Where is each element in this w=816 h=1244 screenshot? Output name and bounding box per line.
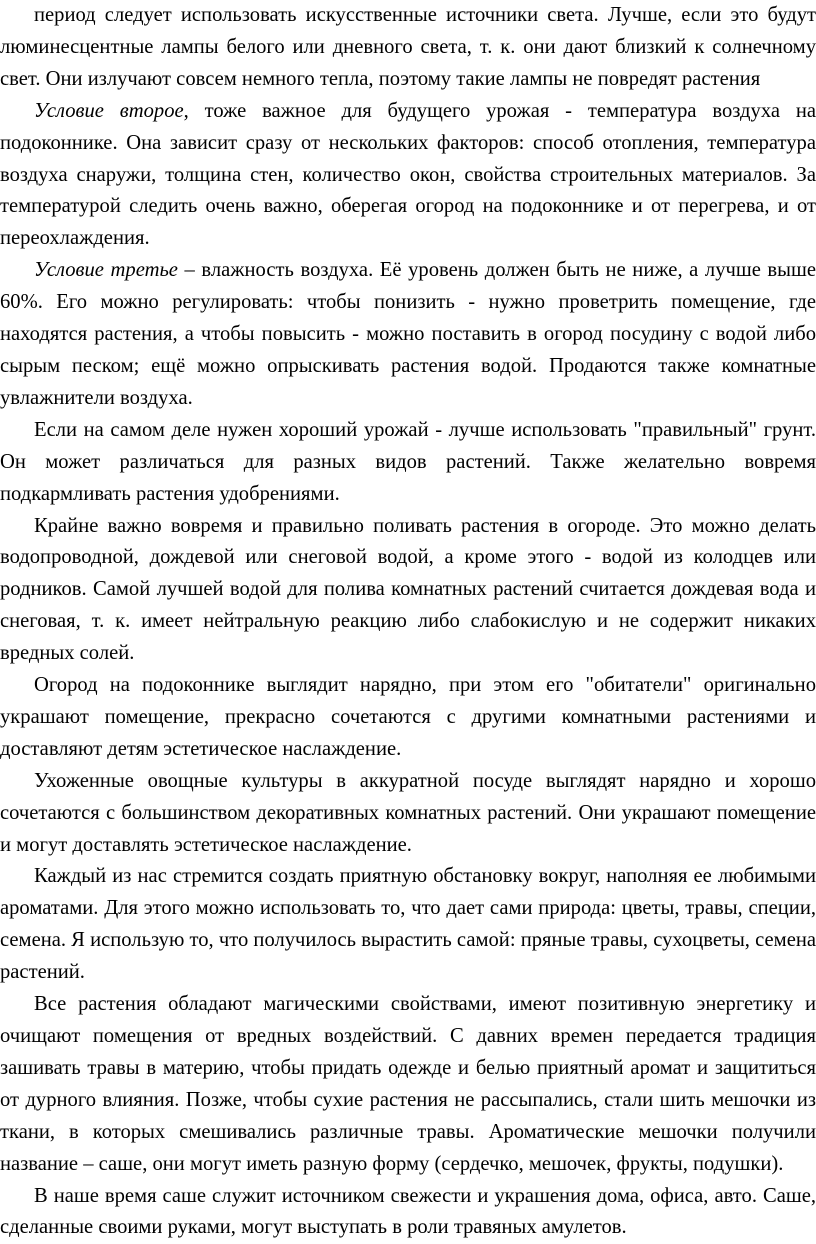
- paragraph-1-text: период следует использовать искусственные источники света. Лучше, если это будут люминесцентные лампы белого или дневного света, т. к. они дают близкий к солнечному свет. Они излучают совсем немного тепла, поэтому такие лампы не повредят растения: [0, 4, 816, 90]
- paragraph-2-lead: Условие второе: [34, 99, 184, 122]
- paragraph-7: [0, 766, 816, 862]
- paragraph-6: [0, 670, 816, 766]
- paragraph-3: [0, 255, 816, 415]
- paragraph-5: [0, 511, 816, 671]
- paragraph-3-text: – влажность воздуха. Её уровень должен быть не ниже, а лучше выше 60%. Его можно регулировать: чтобы понизить - нужно проветрить помещение, где находятся растения, а чтобы повысить - можно поставить в огород посудину с водой либо сырым песком; ещё можно опрыскивать растения водой. Продаются также комнатные увлажнители воздуха.: [0, 259, 816, 409]
- paragraph-1: [0, 0, 816, 96]
- paragraph-4-text: Если на самом деле нужен хороший урожай - лучше использовать "правильный" грунт. Он может различаться для разных видов растений. Также желательно вовремя подкармливать растения удобрениями.: [0, 418, 816, 505]
- paragraph-5-text: Крайне важно вовремя и правильно поливать растения в огороде. Это можно делать водопроводной, дождевой или снеговой водой, а кроме этого - водой из колодцев или родников. Самой лучшей водой для полива комнатных растений считается дождевая вода и снеговая, т. к. имеет нейтральную реакцию либо слабокислую и не содержит никаких вредных солей.: [0, 514, 816, 665]
- paragraph-8-text: Каждый из нас стремится создать приятную обстановку вокруг, наполняя ее любимыми ароматами. Для этого можно использовать то, что дает сами природа: цветы, травы, специи, семена. Я использую то, что получилось вырастить самой: пряные травы, сухоцветы, семена растений.: [0, 865, 816, 984]
- paragraph-10: [0, 1181, 816, 1244]
- paragraph-8: [0, 861, 816, 989]
- paragraph-2: [0, 96, 816, 256]
- paragraph-2-text: , тоже важное для будущего урожая - температура воздуха на подоконнике. Она зависит сразу от нескольких факторов: способ отопления, температура воздуха снаружи, толщина стен, количество окон, свойства строительных материалов. За температурой следить очень важно, оберегая огород на подоконнике и от перегрева, и от переохлаждения.: [0, 99, 816, 250]
- paragraph-9: [0, 989, 816, 1180]
- paragraph-3-lead: Условие третье: [34, 259, 178, 282]
- paragraph-4: [0, 415, 816, 511]
- paragraph-10-text: В наше время саше служит источником свежести и украшения дома, офиса, авто. Саше, сделанные своими руками, могут выступать в роли травяных амулетов.: [0, 1184, 816, 1239]
- paragraph-6-text: Огород на подоконнике выглядит нарядно, при этом его "обитатели" оригинально украшают помещение, прекрасно сочетаются с другими комнатными растениями и доставляют детям эстетическое наслаждение.: [0, 674, 816, 760]
- paragraph-9-text: Все растения обладают магическими свойствами, имеют позитивную энергетику и очищают помещения от вредных воздействий. С давних времен передается традиция зашивать травы в материю, чтобы придать одежде и белью приятный аромат и защититься от дурного влияния. Позже, чтобы сухие растения не рассыпались, стали шить мешочки из ткани, в которых смешивались различные травы. Ароматические мешочки получили название – саше, они могут иметь разную форму (сердечко, мешочек, фрукты, подушки).: [0, 993, 816, 1175]
- paragraph-7-text: Ухоженные овощные культуры в аккуратной посуде выглядят нарядно и хорошо сочетаются с большинством декоративных комнатных растений. Они украшают помещение и могут доставлять эстетическое наслаждение.: [0, 769, 816, 856]
